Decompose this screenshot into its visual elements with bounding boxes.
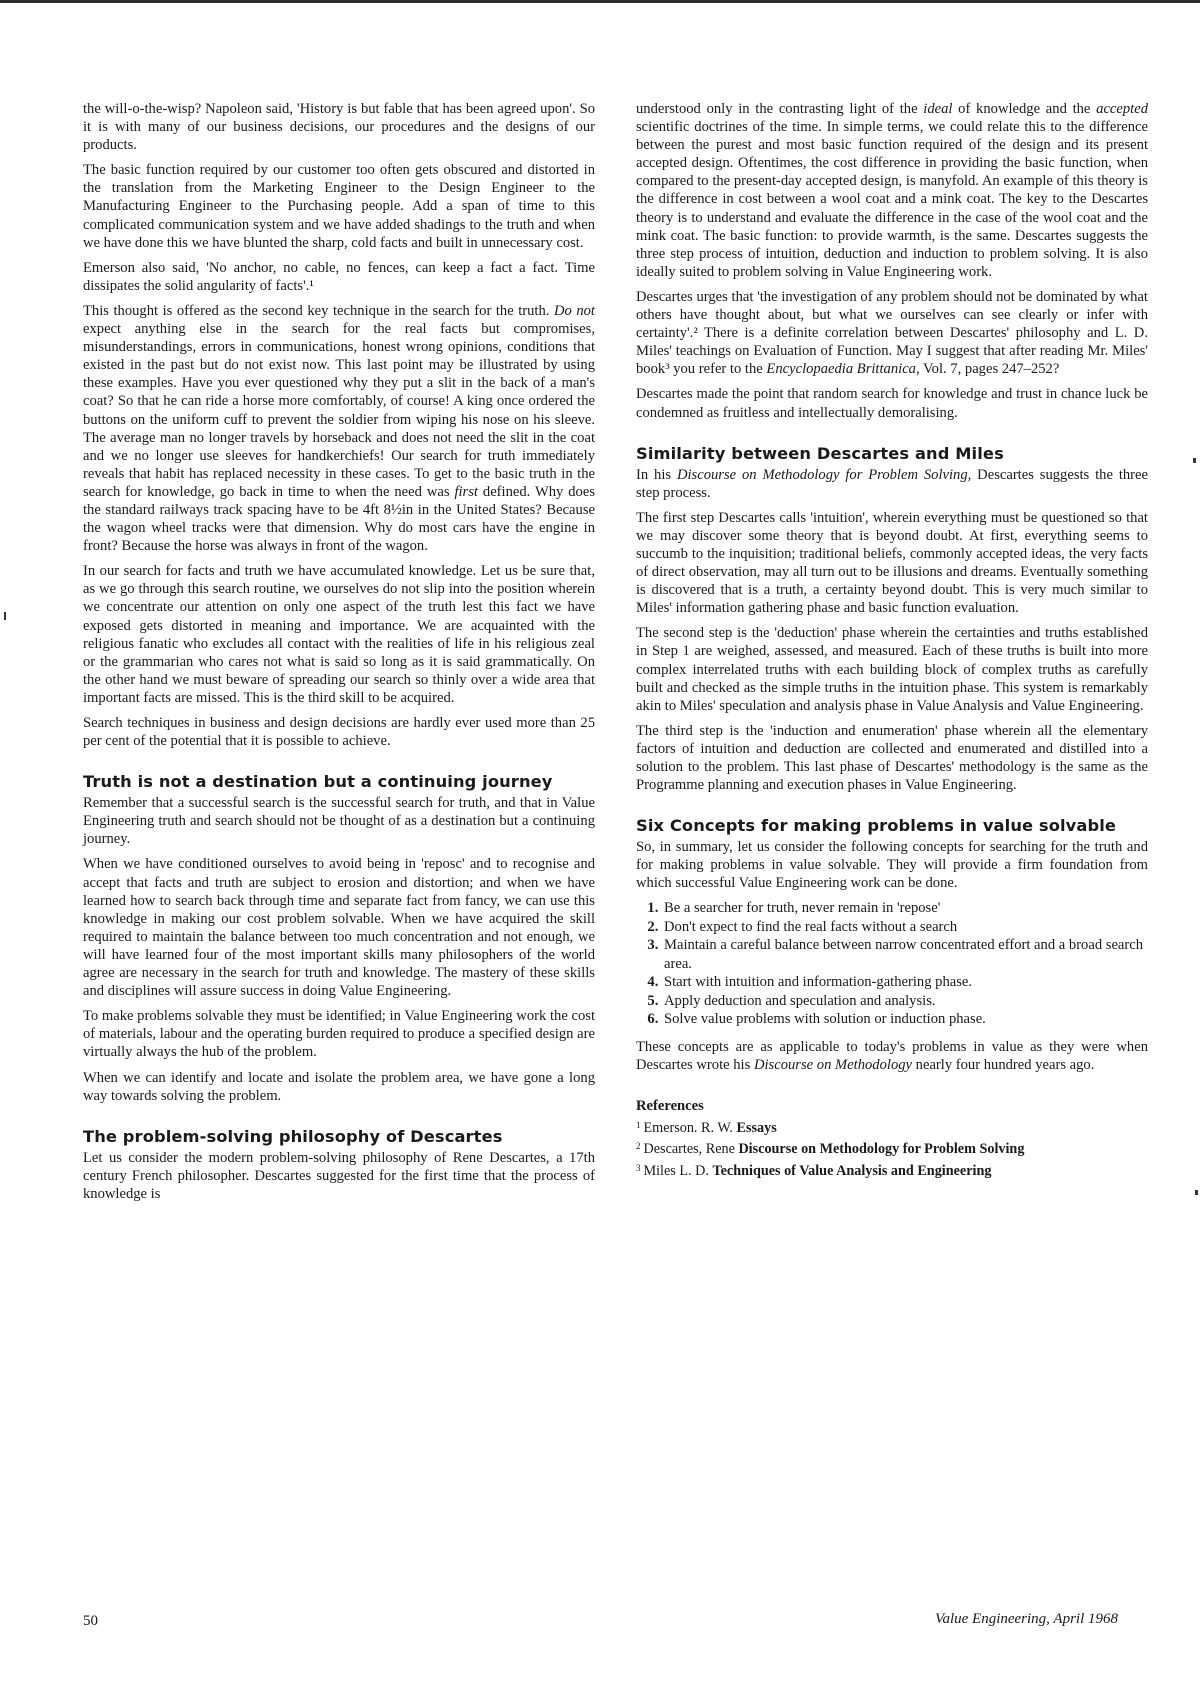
paragraph: In our search for facts and truth we have accumulated knowledge. Let us be sure that, as we go through this search routine, we ourselves do not slip into the position wherein we concentrate our attention on only one aspect of the truth lest this fact we have exposed gets distorted in meaning and importance. We are acquainted with the religious fanatic who excludes all contact with the realities of life in his religious zeal or the grammarian who cares not what is said so long as it is said grammatically. On the other hand we must beware of spreading our search so thinly over a wide area that important facts are missed. This is the third skill to be acquired. bbox=[83, 563, 595, 706]
paragraph: When we can identify and locate and isolate the problem area, we have gone a long way towards solving the problem. bbox=[83, 1069, 595, 1104]
reference-item: $^2$ Descartes, Rene Discourse on Methodology for Problem Solving bbox=[636, 1141, 1025, 1158]
emphasis: Encyclopaedia Brittanica bbox=[766, 361, 916, 378]
emphasis: Do not bbox=[553, 302, 595, 319]
paragraph: Descartes urges that 'the investigation of any problem should not be dominated by what others have thought about, but what we ourselves can see clearly or infer with certainty'.² There is a definite correlation between Descartes' philosophy and L. D. Miles' teachings on Evaluation of Function. May I suggest that after reading Mr. Miles' book³ you refer to the Encyclopaedia Brittanica, Vol. 7, pages 247–252? bbox=[636, 288, 1148, 378]
scan-mark bbox=[4, 612, 6, 620]
list-item: 6. Solve value problems with solution or induction phase. bbox=[662, 1010, 1148, 1028]
paragraph: Search techniques in business and design decisions are hardly ever used more than 25 per cent of the potential that it is possible to achieve. bbox=[83, 715, 595, 750]
paragraph: The second step is the 'deduction' phase wherein the certainties and truths established in Step 1 are weighed, assessed, and measured. Each of these truths is built into more complex interrelated truths with each building block of complex truths as carefully built and checked as the simple truths in the intuition phase. This system is remarkably akin to Miles' speculation and analysis phase in Value Analysis and Value Engineering. bbox=[636, 625, 1148, 714]
list-item: 2. Don't expect to find the real facts without a search bbox=[662, 918, 1148, 936]
journal-footer: Value Engineering, April 1968 bbox=[934, 1611, 1118, 1627]
list-item: 4. Start with intuition and information-gathering phase. bbox=[662, 973, 1148, 991]
right-column bbox=[636, 100, 1148, 1181]
paragraph: So, in summary, let us consider the following concepts for searching for the truth and for making problems in value solvable. They will provide a firm foundation from which successful Value Engineering work can be done. bbox=[636, 839, 1148, 892]
section-heading-truth: Truth is not a destination but a continuing journey bbox=[83, 772, 553, 792]
paragraph: Let us consider the modern problem-solving philosophy of Rene Descartes, a 17th century French philosopher. Descartes suggested for the first time that the process of knowledge is bbox=[83, 1149, 595, 1202]
paragraph: Remember that a successful search is the successful search for truth, and that in Value Engineering truth and search should not be thought of as a destination but a continuing journey. bbox=[83, 795, 595, 848]
paragraph: understood only in the contrasting light of the ideal of knowledge and the accepted scientific doctrines of the time. In simple terms, we could relate this to the difference between the purest and most basic function required of the design and its present accepted design. Oftentimes, the cost difference in providing the basic function, when compared to the present-day accepted design, is manyfold. An example of this theory is the difference in cost between a wool coat and a mink coat. The key to the Descartes theory is to understand and evaluate the difference in the case of the wool coat and the mink coat. The basic function: to provide warmth, is the same. Descartes suggests the three step process of intuition, deduction and induction to problem solving. It is also ideally suited to problem solving in Value Engineering work. bbox=[636, 101, 1148, 280]
emphasis: ideal bbox=[923, 101, 953, 117]
paragraph: Descartes made the point that random search for knowledge and trust in chance luck be condemned as fruitless and intellectually demoralising. bbox=[636, 386, 1148, 421]
list-item: 1. Be a searcher for truth, never remain in 'repose' bbox=[662, 899, 1148, 917]
section-heading-similarity: Similarity between Descartes and Miles bbox=[636, 443, 1004, 463]
paragraph: These concepts are as applicable to today's problems in value as they were when Descartes wrote his Discourse on Methodology nearly four hundred years ago. bbox=[636, 1039, 1148, 1074]
left-column bbox=[83, 100, 595, 1210]
paragraph: To make problems solvable they must be identified; in Value Engineering work the cost of materials, labour and the operating burden required to produce a specified design are virtually always the hub of the problem. bbox=[83, 1008, 595, 1061]
emphasis: first bbox=[454, 483, 478, 500]
page-number: 50 bbox=[83, 1613, 98, 1629]
paragraph: In his Discourse on Methodology for Problem Solving, Descartes suggests the three step process. bbox=[636, 466, 1148, 501]
emphasis: accepted bbox=[1096, 101, 1148, 117]
paragraph: This thought is offered as the second key technique in the search for the truth. Do not expect anything else in the search for the real facts but compromises, misunderstandings, errors in communications, honest wrong opinions, conditions that existed in the past but do not exist now. This last point may be illustrated by using these examples. Have you ever questioned why they put a slit in the back of a man's coat? So that he can ride a horse more comfortably, of course! A king once ordered the buttons on the uniform cuff to prevent the soldier from wiping his nose on his sleeve. The average man no longer travels by horseback and does not need the slit in the coat and we no longer use sleeves for handkerchiefs! Our search for truth immediately reveals that habit has replaced necessity in these cases. To get to the basic truth in the search for knowledge, go back in time to when the need was first defined. Why does the standard railways track spacing have to be 4ft 8½in in the United States? Because the wagon wheel tracks were that dimension. Why do most cars have the engine in front? Because the horse was always in front of the wagon. bbox=[83, 302, 595, 555]
scan-mark bbox=[1193, 458, 1196, 463]
section-heading-descartes: The problem-solving philosophy of Descartes bbox=[83, 1126, 503, 1146]
references-title: References bbox=[636, 1097, 704, 1114]
paragraph: The third step is the 'induction and enumeration' phase wherein all the elementary factors of intuition and deduction are collected and enumerated and distilled into a solution to the problem. This last phase of Descartes' methodology is the same as the Programme planning and execution phases in Value Engineering. bbox=[636, 722, 1148, 794]
reference-item: $^3$ Miles L. D. Techniques of Value Analysis and Engineering bbox=[636, 1162, 992, 1179]
emphasis: Discourse on Methodology for Problem Solving, bbox=[676, 466, 972, 483]
emphasis: Discourse on Methodology bbox=[753, 1057, 913, 1074]
list-item: 3. Maintain a careful balance between narrow concentrated effort and a broad search area. bbox=[662, 936, 1148, 973]
scan-mark bbox=[1195, 1190, 1198, 1195]
reference-item: $^1$ Emerson. R. W. Essays bbox=[636, 1119, 777, 1136]
paragraph: When we have conditioned ourselves to avoid being in 'reposc' and to recognise and accept that facts and truth are subject to erosion and distortion; and when we have learned how to search back through time and separate fact from fancy, we can use this knowledge in making our cost problem solvable. When we have acquired the skill required to maintain the balance between too much concentration and not enough, we will have learned four of the most important skills many philosophers of the world agree are necessary in the search for truth and knowledge. The mastery of these skills and disciplines will assure success in doing Value Engineering. bbox=[83, 856, 595, 1000]
section-heading-six-concepts: Six Concepts for making problems in value solvable bbox=[636, 816, 1117, 836]
paragraph: The first step Descartes calls 'intuition', wherein everything must be questioned so that we may discover some theory that is beyond doubt. At first, everything seems to succumb to the inquisition; traditional beliefs, commonly accepted ideas, the very facts of direct observation, may all turn out to be illusions and dreams. Eventually something is discovered that is a truth, a certainty beyond doubt. This is very much similar to Miles' information gathering phase and basic function evaluation. bbox=[636, 509, 1148, 617]
list-item: 5. Apply deduction and speculation and analysis. bbox=[662, 992, 1148, 1010]
paragraph: the will-o-the-wisp? Napoleon said, 'History is but fable that has been agreed upon'. So it is with many of our business decisions, our procedures and the designs of our products. bbox=[83, 101, 595, 154]
paragraph: The basic function required by our customer too often gets obscured and distorted in the translation from the Marketing Engineer to the Design Engineer to the Manufacturing Engineer to the Purchasing people. Add a span of time to this complicated communication system and we have added shadings to the truth and when we have done this we have blunted the sharp, cold facts and built in unnecessary cost. bbox=[83, 162, 595, 251]
paragraph: Emerson also said, 'No anchor, no cable, no fences, can keep a fact a fact. Time dissipates the solid angularity of facts'.¹ bbox=[83, 259, 595, 294]
concepts-list bbox=[636, 899, 1148, 1028]
